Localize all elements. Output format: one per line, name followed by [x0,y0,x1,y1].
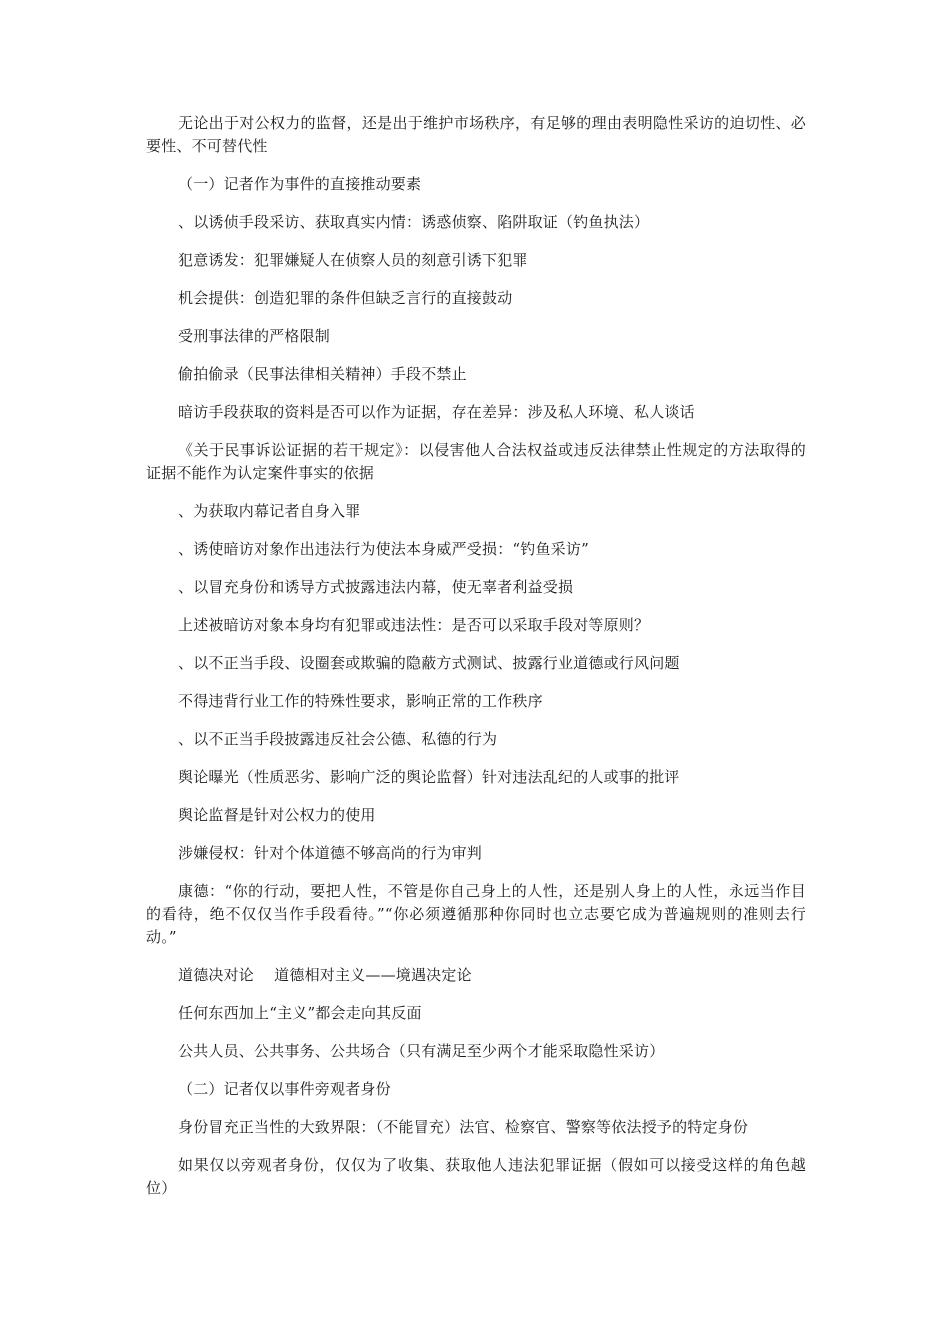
paragraph: 上述被暗访对象本身均有犯罪或违法性：是否可以采取手段对等原则？ [178,616,650,634]
paragraph: 犯意诱发：犯罪嫌疑人在侦察人员的刻意引诱下犯罪 [178,251,528,269]
section-heading: （一）记者作为事件的直接推动要素 [178,175,422,193]
paragraph: 、为获取内幕记者自身入罪 [178,502,361,520]
paragraph: 偷拍偷录（民事法律相关精神）手段不禁止 [178,365,467,383]
paragraph: 康德：“你的行动，要把人性，不管是你自己身上的人性，还是别人身上的人性，永远当作目的看待，绝不仅仅当作手段看待。”“你必须遵循那种你同时也立志要它成为普遍规则的准则去行动。” [146,882,806,946]
paragraph: 不得违背行业工作的特殊性要求，影响正常的工作秩序 [178,692,543,710]
paragraph: 暗访手段获取的资料是否可以作为证据，存在差异：涉及私人环境、私人谈话 [178,403,695,421]
paragraph: 机会提供：创造犯罪的条件但缺乏言行的直接鼓动 [178,289,513,307]
document-body [146,112,806,1200]
paragraph: 、以不正当手段披露违反社会公德、私德的行为 [178,730,498,748]
paragraph: 任何东西加上“主义”都会走向其反面 [178,1004,422,1022]
paragraph: 公共人员、公共事务、公共场合（只有满足至少两个才能采取隐性采访） [178,1042,665,1060]
section-heading: （二）记者仅以事件旁观者身份 [178,1080,391,1098]
paragraph: 、诱使暗访对象作出违法行为使法本身威严受损：“钓鱼采访” [178,540,589,558]
paragraph: 、以冒充身份和诱导方式披露违法内幕，使无辜者利益受损 [178,578,574,596]
paragraph: 、以诱侦手段采访、获取真实内情：诱惑侦察、陷阱取证（钓鱼执法） [178,213,650,231]
paragraph: 身份冒充正当性的大致界限：（不能冒充）法官、检察官、警察等依法授予的特定身份 [178,1118,749,1136]
paragraph: 如果仅以旁观者身份，仅仅为了收集、获取他人违法犯罪证据（假如可以接受这样的角色越位） [146,1156,806,1197]
paragraph: 涉嫌侵权：针对个体道德不够高尚的行为审判 [178,844,483,862]
paragraph: 舆论监督是针对公权力的使用 [178,806,376,824]
paragraph: 《关于民事诉讼证据的若干规定》：以侵害他人合法权益或违反法律禁止性规定的方法取得的证据不能作为认定案件事实的依据 [146,441,806,482]
paragraph: 、以不正当手段、设圈套或欺骗的隐蔽方式测试、披露行业道德或行风问题 [178,654,680,672]
paragraph: 舆论曝光（性质恶劣、影响广泛的舆论监督）针对违法乱纪的人或事的批评 [178,768,680,786]
paragraph: 无论出于对公权力的监督，还是出于维护市场秩序，有足够的理由表明隐性采访的迫切性、必要性、不可替代性 [146,114,806,155]
paragraph: 道德决对论 道德相对主义——境遇决定论 [178,966,472,984]
paragraph: 受刑事法律的严格限制 [178,327,331,345]
